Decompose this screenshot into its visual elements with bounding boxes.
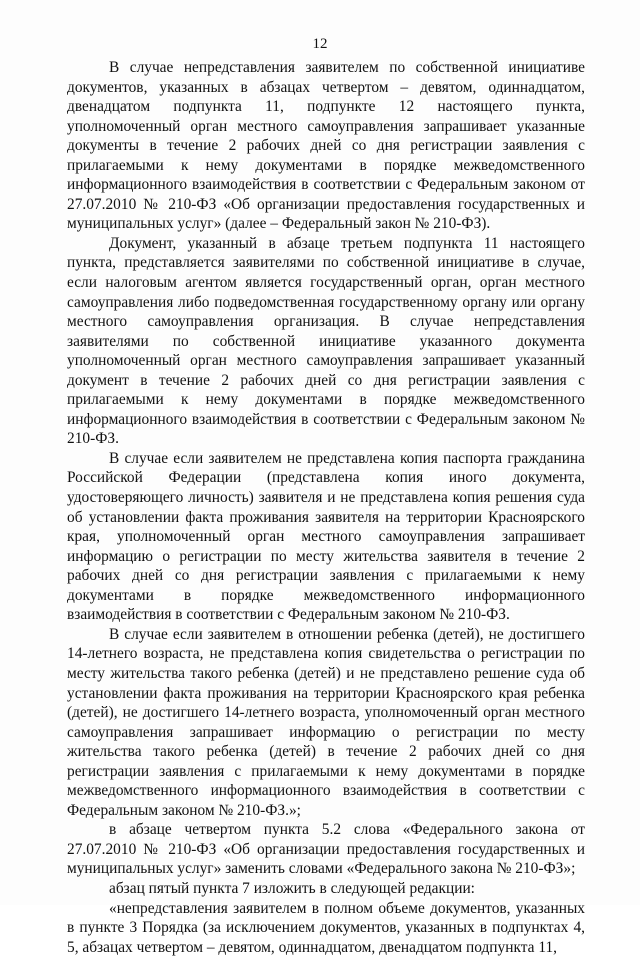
paragraph-3: В случае если заявителем не представлена копия паспорта гражданина Российской Федерации (представлена копия иного документа, удостоверяющего личность) заявителя и не представлена копия решения суда об установлении факта проживания заявителя на территории Красноярского края, уполномоченный орган местного самоуправления запрашивает информацию о регистрации по месту жительства заявителя в течение 2 рабочих дней со дня регистрации заявления с прилагаемыми к нему документами в порядке межведомственного информационного взаимодействия в соответствии с Федеральным законом № 210-ФЗ. [67, 449, 585, 624]
paragraph-6: абзац пятый пункта 7 изложить в следующей редакции: [109, 879, 475, 897]
page-number: 12 [312, 36, 328, 52]
paragraph-1: В случае непредставления заявителем по собственной инициативе документов, указанных в абзацах четвертом – девятом, одиннадцатом, двенадцатом подпункта 11, подпункте 12 настоящего пункта, уполномоченный орган местного самоуправления запрашивает указанные документы в течение 2 рабочих дней со дня регистрации заявления с прилагаемыми к нему документами в порядке межведомственного информационного взаимодействия в соответствии с Федеральным законом от 27.07.2010 № 210-ФЗ «Об организации предоставления государственных и муниципальных услуг» (далее – Федеральный закон № 210-ФЗ). [67, 59, 585, 233]
paragraph-5: в абзаце четвертом пункта 5.2 слова «Федерального закона от 27.07.2010 № 210-ФЗ «Об организации предоставления государственных и муниципальных услуг» заменить словами «Федерального закона № 210-ФЗ»; [67, 821, 585, 878]
paragraph-4: В случае если заявителем в отношении ребенка (детей), не достигшего 14-летнего возраста, не представлена копия свидетельства о регистрации по месту жительства такого ребенка (детей) и не представлено решение суда об установлении факта проживания на территории Красноярского края ребенка (детей), не достигшего 14-летнего возраста, уполномоченный орган местного самоуправления запрашивает информацию о регистрации по месту жительства такого ребенка (детей) в течение 2 рабочих дней со дня регистрации заявления с прилагаемыми к нему документами в порядке межведомственного информационного взаимодействия в соответствии с Федеральным законом № 210-ФЗ.»; [67, 625, 585, 819]
document-body [67, 58, 585, 957]
paragraph-2: Документ, указанный в абзаце третьем подпункта 11 настоящего пункта, представляется заявителями по собственной инициативе в случае, если налоговым агентом является государственный орган, орган местного самоуправления либо подведомственная государственному органу или органу местного самоуправления организация. В случае непредставления заявителями по собственной инициативе указанного документа уполномоченный орган местного самоуправления запрашивает указанный документ в течение 2 рабочих дней со дня регистрации заявления с прилагаемыми к нему документами в порядке межведомственного информационного взаимодействия в соответствии с Федеральным законом № 210-ФЗ. [67, 234, 585, 448]
paragraph-7: «непредставления заявителем в полном объеме документов, указанных в пункте 3 Порядка (за исключением документов, указанных в подпунктах 4, 5, абзацах четвертом – девятом, одиннадцатом, двенадцатом подпункта 11, [67, 899, 585, 956]
